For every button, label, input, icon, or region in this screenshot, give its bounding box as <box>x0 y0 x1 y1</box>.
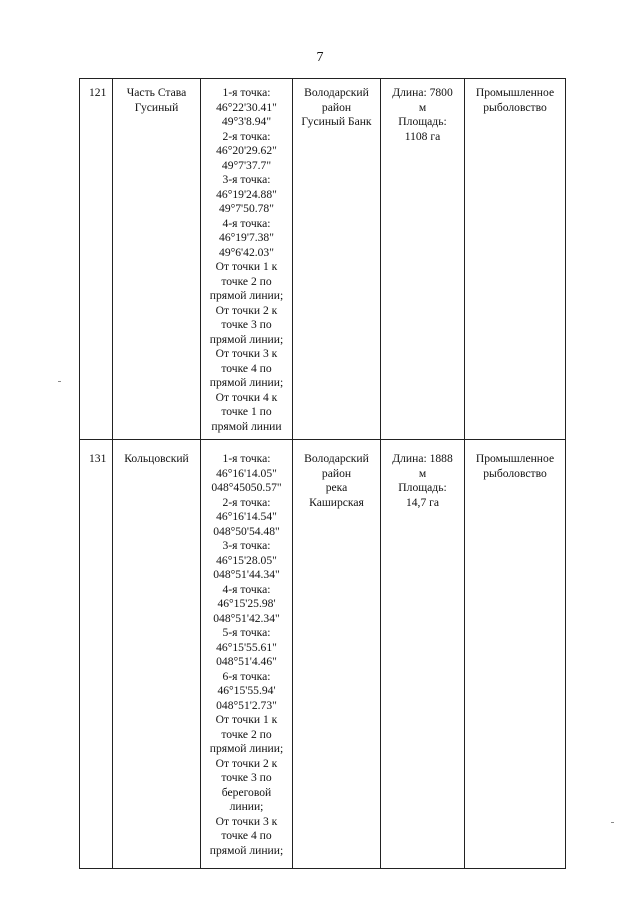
text-line: прямой линии; <box>209 289 284 302</box>
text-line: точке 4 по <box>221 829 272 842</box>
text-line: 46°15'25.98' <box>217 597 276 610</box>
usage-type-cell <box>465 440 566 869</box>
text-line: 49°7'50.78" <box>219 202 274 215</box>
text-line: прямой линии <box>211 419 282 433</box>
table-row <box>80 440 566 869</box>
location-cell <box>293 79 381 440</box>
text-line: 46°19'7.38" <box>219 231 274 244</box>
text-line: береговой <box>221 785 272 799</box>
text-line: От точки 1 к <box>215 713 278 726</box>
text-line: 2-я точка: <box>222 129 271 143</box>
text-line: 048°51'44.34" <box>213 568 280 581</box>
document-table <box>79 78 566 869</box>
location-cell <box>293 440 381 869</box>
text-line: 1-я точка: <box>222 452 271 465</box>
text-line: Гусиный Банк <box>301 115 372 128</box>
object-name-cell: Кольцовский <box>113 440 201 869</box>
text-line: 6-я точка: <box>222 669 271 683</box>
row-number-cell: 121 <box>80 79 113 440</box>
text-line: Площадь: <box>398 115 447 128</box>
text-line: 048°51'4.46" <box>216 655 277 668</box>
text-line: прямой линии; <box>209 843 284 857</box>
text-line: 4-я точка: <box>222 582 271 596</box>
text-line: точке 1 по <box>221 405 272 418</box>
text-line: 46°20'29.62" <box>216 144 277 157</box>
size-cell <box>381 440 465 869</box>
text-line: Длина: 7800 <box>392 86 453 99</box>
text-line: район <box>321 100 352 114</box>
text-line: Каширская <box>309 495 364 509</box>
text-line: От точки 4 к <box>215 390 278 404</box>
text-line: От точки 2 к <box>215 303 278 317</box>
text-line: прямой линии; <box>209 332 284 346</box>
text-line: прямой линии; <box>209 376 284 389</box>
text-line: рыболовство <box>483 466 547 480</box>
text-line: 048°50'54.48" <box>213 524 280 538</box>
text-line: м <box>418 466 427 480</box>
text-line: 46°15'55.94' <box>217 684 276 697</box>
text-line: прямой линии; <box>209 742 284 755</box>
text-line: 46°16'14.05" <box>216 466 277 480</box>
text-line: От точки 3 к <box>215 347 278 360</box>
text-line: 49°3'8.94" <box>221 115 272 128</box>
text-line: 46°16'14.54" <box>216 510 277 523</box>
text-line: 46°15'28.05" <box>216 553 277 567</box>
text-line: 048°51'2.73" <box>216 698 277 712</box>
text-line: точке 2 по <box>221 274 272 288</box>
size-cell <box>381 79 465 440</box>
text-line: 46°22'30.41" <box>216 100 277 114</box>
text-line: От точки 3 к <box>215 814 278 828</box>
text-line: Площадь: <box>398 481 447 494</box>
text-line: район <box>321 466 352 480</box>
text-line: 4-я точка: <box>222 216 271 230</box>
text-line: Длина: 1888 <box>392 452 453 465</box>
text-line: река <box>325 481 348 494</box>
text-line: 2-я точка: <box>222 495 271 509</box>
page-number: 7 <box>316 50 324 65</box>
text-line: Володарский <box>304 452 369 465</box>
text-line: От точки 1 к <box>215 260 278 273</box>
text-line: точке 3 по <box>221 318 272 331</box>
text-line: 46°15'55.61" <box>216 640 277 654</box>
scan-speck <box>58 381 61 382</box>
text-line: 14,7 га <box>405 495 440 509</box>
text-line: Промышленное <box>475 86 555 99</box>
scan-speck <box>611 822 614 823</box>
text-line: 1-я точка: <box>222 86 271 99</box>
text-line: 49°7'37.7" <box>221 158 272 172</box>
text-line: м <box>418 100 427 114</box>
text-line: 46°19'24.88" <box>216 187 277 201</box>
text-line: 5-я точка: <box>222 626 271 639</box>
object-name-cell: Часть Става Гусиный <box>113 79 201 440</box>
text-line: 048°51'42.34" <box>213 611 280 625</box>
usage-type-cell <box>465 79 566 440</box>
coordinates-cell <box>201 440 293 869</box>
text-line: линии; <box>229 800 264 813</box>
table-row <box>80 79 566 440</box>
row-number-cell: 131 <box>80 440 113 869</box>
text-line: 3-я точка: <box>222 539 271 552</box>
text-line: точке 2 по <box>221 727 272 741</box>
text-line: точке 3 по <box>221 771 272 784</box>
text-line: точке 4 по <box>221 361 272 375</box>
text-line: 49°6'42.03" <box>219 245 274 259</box>
text-line: 048°45050.57" <box>211 481 282 494</box>
text-line: Володарский <box>304 86 369 99</box>
text-line: рыболовство <box>483 100 547 114</box>
text-line: Промышленное <box>475 452 555 465</box>
text-line: 1108 га <box>404 129 441 143</box>
text-line: 3-я точка: <box>222 173 271 186</box>
coordinates-cell <box>201 79 293 440</box>
text-line: От точки 2 к <box>215 756 278 770</box>
